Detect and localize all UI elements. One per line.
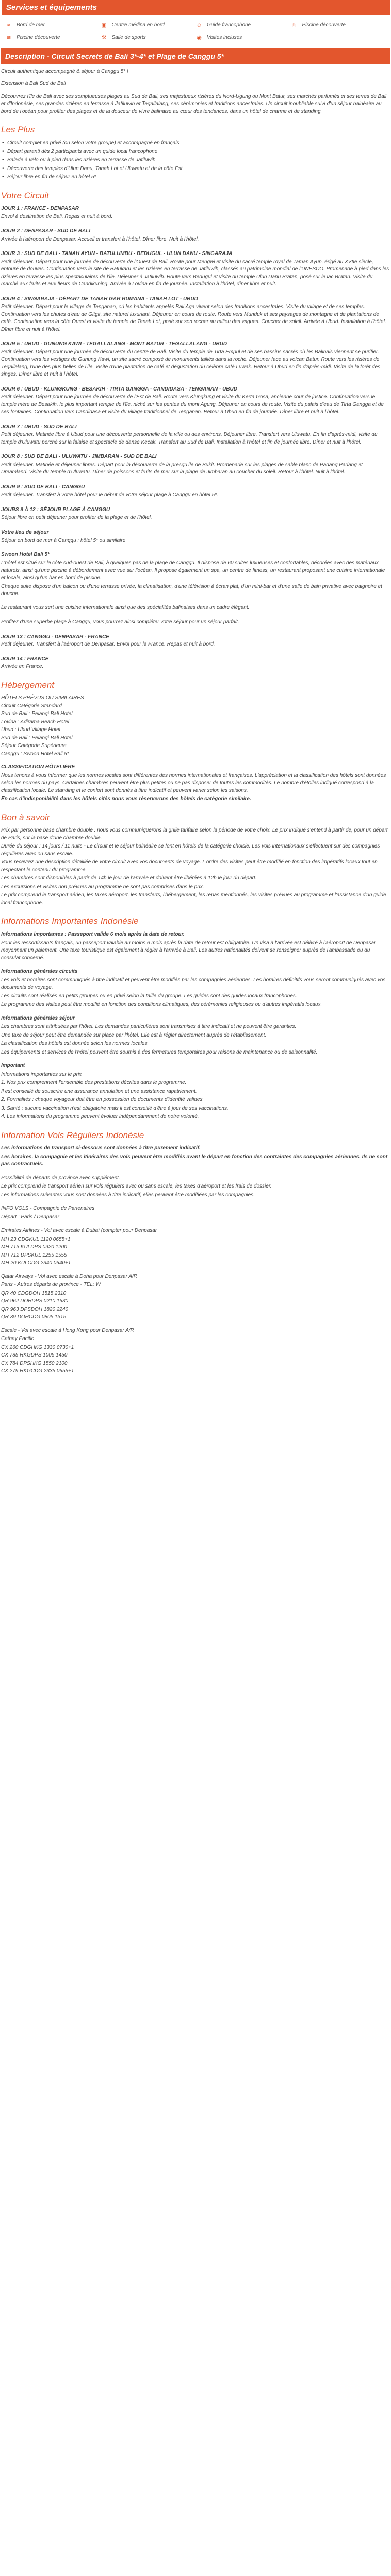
hotel-line: Circuit Catégorie Standard <box>1 703 62 709</box>
flight-line: CX 279 HKGCDG 2335 0655+1 <box>1 1368 74 1375</box>
hotel-line: HÔTELS PRÉVUS OU SIMILAIRES <box>1 695 84 701</box>
service-label: Salle de sports <box>111 35 146 41</box>
flight-line: QR 963 DPSDOH 1820 2240 <box>1 1306 69 1312</box>
plus-item: • Balade à vélo ou à pied dans les rizières en terrasse de Jatiluwih <box>1 157 390 164</box>
sejour-item: Les chambres sont attribuées par l'hôtel. Les demandes particulières sont transmises à titre indicatif et ne peuvent être garanties. <box>1 1024 297 1030</box>
hotel-heading: Votre lieu de séjour <box>1 529 49 535</box>
generales-sejour <box>1 1015 390 1057</box>
service-label: Piscine découverte <box>17 35 60 41</box>
services-grid <box>1 15 390 48</box>
vols-prix: Le prix comprend le transport aérien sur vols réguliers avec ou sans escale, les taxes d'aéroport et les frais de dossier. <box>1 1183 272 1190</box>
intro-line-2: Extension à Bali Sud de Bali <box>1 81 66 87</box>
vols-disclaimer-2: Les horaires, la compagnie et les itinéraires des vols peuvent être modifiés avant le départ en fonction des contraintes des compagnies aériennes. Ils ne sont pas contractuels. <box>1 1154 388 1167</box>
day-title: JOUR 13 : CANGGU - DENPASAR - FRANCE <box>1 634 109 640</box>
service-item <box>101 22 196 30</box>
plus-heading: Les Plus <box>1 125 35 135</box>
guide-icon: ☺ <box>196 22 202 28</box>
day-block <box>1 506 390 522</box>
hotel-line: Séjour Catégorie Supérieure <box>1 743 67 749</box>
hotels-list <box>1 694 390 758</box>
day-block <box>1 386 390 416</box>
pool-icon: ≋ <box>291 22 297 28</box>
flights-list-1 <box>1 1236 390 1267</box>
service-label: Guide francophone <box>207 22 251 28</box>
hebergement-heading: Hébergement <box>1 680 55 690</box>
dumbbell-icon: ⚒ <box>101 34 107 41</box>
flight-line: MH 713 KULDPS 0920 1200 <box>1 1244 67 1250</box>
plus-list <box>1 140 390 181</box>
vols-disclaimer: Les informations de transport ci-dessous sont données à titre purement indicatif. <box>1 1145 201 1151</box>
savoir-item: Les chambres sont disponibles à partir de 14h le jour de l'arrivée et doivent être libérées à 12h le jour du départ. <box>1 875 257 882</box>
service-item <box>101 34 196 42</box>
flight-line: MH 712 DPSKUL 1255 1555 <box>1 1252 67 1258</box>
vols-cathay: Cathay Pacific <box>1 1336 34 1342</box>
intro-text: Découvrez l'île de Bali avec ses somptueuses plages au Sud de Bali, ses majestueux rizières du Nord-Ugung ou Mont Batur, ses marchés parfumés et ses terres de Bali et d'Indonésie, ses grandes rizières en terrasse à Jatiluwih et Tegallalang, ses cérémonies et traditions ancestrales. Un circuit inoubliable suivi d'un séjour balnéaire au bord de l'océan pour profiter des plages et de la douceur de vivre balinaise au cœur des tendances, dans un hôtel de charme et de standing. <box>1 93 387 114</box>
savoir-heading: Bon à savoir <box>1 812 50 822</box>
day-block <box>1 296 390 334</box>
day-title: JOUR 8 : SUD DE BALI - ULUWATU - JIMBARAN - SUD DE BALI <box>1 454 157 460</box>
day-text: Envol à destination de Bali. Repas et nuit à bord. <box>1 213 113 219</box>
service-item <box>196 34 291 42</box>
hotel-line: Sud de Bali : Pelangi Bali Hotel <box>1 711 73 717</box>
day-text: Petit déjeuner. Matinée et déjeuner libres. Départ pour la découverte de la presqu'île de Bukit. Promenade sur les plages de sable blanc de Padang Padang et Dreamland. Visite du temple d'Uluwatu. Dîner de poissons et fruits de mer sur la plage de Jimbaran au coucher du soleil. Retour à l'hôtel. Nuit à l'hôtel. <box>1 462 363 476</box>
savoir-item: Le prix comprend le transport aérien, les taxes aéroport, les transferts, l'hébergement, les repas mentionnés, les visites prévues au programme et l'assistance d'un guide local francophone. <box>1 892 386 906</box>
camera-icon: ◉ <box>197 34 202 41</box>
day-text: Petit déjeuner. Matinée libre à Ubud pour une découverte personnelle de la ville ou des environs. Déjeuner libre. Transfert vers Uluwatu. En fin d'après-midi, visite du temple d'Uluwatu perché sur la falaise et spectacle de danse Kecak. Transfert au Sud de Bali. Installation à l'hôtel et fin de journée libre. Dîner et nuit à l'hôtel. <box>1 432 378 445</box>
day-title: JOURS 9 À 12 : SÉJOUR PLAGE À CANGGU <box>1 506 110 513</box>
service-label: Bord de mer <box>17 22 45 28</box>
savoir-item: Prix par personne base chambre double : nous vous communiquerons la grille tarifaire selon la période de votre choix. Le prix indiqué s'entend à partir de, pour un départ de Paris, sur la base d'une chambre double. <box>1 827 388 841</box>
extension-section <box>1 619 390 626</box>
day-text: Petit déjeuner. Départ pour une journée de découverte du centre de Bali. Visite du temple de Tirta Empul et de ses bassins sacrés où les Balinais viennent se purifier. Continuation vers les vestiges de Gunung Kawi, un site sacré composé de monuments taillés dans la roche. Déjeuner face au volcan Batur. Route vers les rizières de Tegallalang, l'une des plus belles de l'île. Visite d'une plantation de café et dégustation du célèbre café Luwak. Retour à Ubud en fin d'après-midi. Visite de la forêt des singes. Dîner libre et nuit à l'hôtel. <box>1 349 381 378</box>
sejour-item: La classification des hôtels est donnée selon les normes locales. <box>1 1041 149 1047</box>
formalites <box>1 931 390 962</box>
flights-list-2 <box>1 1290 390 1321</box>
important-title: Important <box>1 1063 25 1069</box>
day-title: JOUR 6 : UBUD - KLUNGKUNG - BESAKIH - TIRTA GANGGA - CANDIDASA - TENGANAN - UBUD <box>1 386 237 392</box>
day-block <box>1 484 390 499</box>
day-text: Arrivée en France. <box>1 664 44 670</box>
day-title: JOUR 1 : FRANCE - DENPASAR <box>1 206 79 212</box>
vols-qatar-2: Paris - Autres départs de province - TEL: W <box>1 1282 101 1288</box>
vols-qatar: Qatar Airways - Vol avec escale à Doha pour Denpasar A/R <box>1 1273 138 1279</box>
vols-subtitle: INFO VOLS - Compagnie de Partenaires <box>1 1206 95 1212</box>
classification-title: CLASSIFICATION HÔTELIÈRE <box>1 764 75 770</box>
day-title: JOUR 9 : SUD DE BALI - CANGGU <box>1 484 85 490</box>
day-block <box>1 453 390 477</box>
infos-heading: Informations Importantes Indonésie <box>1 916 139 926</box>
day-text: Petit déjeuner. Transfert à l'aéroport de Denpasar. Envol pour la France. Repas et nuit à bord. <box>1 641 215 648</box>
vols-heading: Information Vols Réguliers Indonésie <box>1 1130 144 1140</box>
hotel-line: Ubud : Ubud Village Hotel <box>1 727 60 733</box>
savoir-item: Les excursions et visites non prévues au programme ne sont pas comprises dans le prix. <box>1 884 204 890</box>
flight-line: CX 784 DPSHKG 1550 2100 <box>1 1360 68 1366</box>
generales-sejour-title: Informations générales séjour <box>1 1015 75 1021</box>
savoir-list <box>1 827 390 907</box>
vols-province: Possibilité de départs de province avec supplément. <box>1 1175 120 1181</box>
flight-line: CX 785 HKGDPS 1005 1450 <box>1 1352 68 1359</box>
plus-item: • Séjour libre en fin de séjour en hôtel 5* <box>1 174 390 181</box>
classification-text: Nous tenons à vous informer que les normes locales sont différentes des normes internationales et françaises. L'appréciation et la classification des hôtels sont données selon les normes du pays. Certaines chambres peuvent être plus petites ou ne pas disposer de toutes les commodités. Le nombre d'étoiles indiqué correspond à la classification locale. Le standing et le confort sont donnés à titre indicatif et peuvent varier selon les saisons. <box>1 772 386 793</box>
service-item <box>5 22 101 30</box>
day-block <box>1 228 390 243</box>
day-text: Arrivée à l'aéroport de Denpasar. Accueil et transfert à l'hôtel. Dîner libre. Nuit à l'hôtel. <box>1 236 199 242</box>
flight-line: MH 23 CDGKUL 1120 0655+1 <box>1 1236 71 1242</box>
programme-days <box>1 205 390 522</box>
pool-icon: ≋ <box>6 34 11 41</box>
day-title: JOUR 5 : UBUD - GUNUNG KAWI - TEGALLALANG - MONT BATUR - TEGALLALANG - UBUD <box>1 341 227 347</box>
hotel-section <box>1 529 390 612</box>
hotel-line: Sud de Bali : Pelangi Bali Hotel <box>1 735 73 741</box>
day-title: JOUR 7 : UBUD - SUD DE BALI <box>1 423 77 430</box>
generales-circuits <box>1 968 390 1009</box>
vols-section <box>1 1145 390 1376</box>
generales-circuits-title: Informations générales circuits <box>1 969 78 975</box>
day-title: JOUR 4 : SINGARAJA - DÉPART DE TANAH GAR RUMANA - TANAH LOT - UBUD <box>1 296 198 302</box>
page-title: Description - Circuit Secrets de Bali 3*-4* et Plage de Canggu 5* <box>1 48 390 64</box>
classification-note: En cas d'indisponibilité dans les hôtels cités nous vous réserverons des hôtels de catégorie similaire. <box>1 796 251 802</box>
service-label: Centre médina en bord <box>111 22 165 28</box>
hotel-line: Lovina : Adirama Beach Hotel <box>1 719 69 725</box>
plus-item: • Découverte des temples d'Ulun Danu, Tanah Lot et Uluwatu et de la côte Est <box>1 165 390 173</box>
day-text: Petit déjeuner. Départ pour une journée de découverte de l'Est de Bali. Route vers Klungkung et visite du Kerta Gosa, ancienne cour de justice. Continuation vers le temple mère de Besakih, le plus important temple de l'île, niché sur les pentes du mont Agung. Déjeuner en cours de route. Visite du palais d'eau de Tirta Gangga et de ses fontaines. Continuation vers Candidasa et visite du village traditionnel de Tenganan. Retour à Ubud en fin de journée. Dîner libre et nuit à l'hôtel. <box>1 394 384 415</box>
generales-item: Le programme des visites peut être modifié en fonction des conditions climatiques, des cérémonies religieuses ou d'autres impératifs locaux. <box>1 1002 322 1008</box>
savoir-item: Vous recevrez une description détaillée de votre circuit avec vos documents de voyage. L'ordre des visites peut être modifié en fonction des impératifs locaux tout en respectant le contenu du programme. <box>1 859 378 873</box>
formalites-title: Informations importantes : Passeport valide 6 mois après la date de retour. <box>1 931 185 938</box>
final-day-14 <box>1 656 390 671</box>
formalites-text: Pour les ressortissants français, un passeport valable au moins 6 mois après la date de retour est obligatoire. Un visa à l'arrivée est délivré à l'aéroport de Denpasar moyennant un paiement. Une taxe touristique est également à régler à l'arrivée à Bali. Les autres nationalités doivent se renseigner auprès de l'ambassade ou du consulat concerné. <box>1 940 376 961</box>
day-text: Petit déjeuner. Départ pour le village de Tenganan, où les habitants appelés Bali Aga vivent selon des traditions ancestrales. Visite du village et de ses temples. Continuation vers les chutes d'eau de Gitgit, site naturel luxuriant. Déjeuner en cours de route. Route vers Munduk et ses paysages de montagne et de plantations de café. Continuation vers la côte Ouest et visite du temple de Tanah Lot, posé sur son rocher au milieu des vagues. Coucher de soleil. Arrivée à Ubud. Installation à l'hôtel. Dîner libre et nuit à l'hôtel. <box>1 304 386 332</box>
hotel-line: Canggu : Swoon Hotel Bali 5* <box>1 751 69 757</box>
service-item <box>5 34 101 42</box>
day-block <box>1 250 390 289</box>
wave-icon: ≈ <box>7 22 11 28</box>
intro-line-1: Circuit authentique accompagné & séjour à Canggu 5* ! <box>1 68 128 74</box>
service-label: Piscine découverte <box>302 22 346 28</box>
flight-line: QR 962 DOHDPS 0210 1630 <box>1 1298 69 1304</box>
day-text: Petit déjeuner. Transfert à votre hôtel pour le début de votre séjour plage à Canggu en hôtel 5*. <box>1 492 218 498</box>
sejour-item: Une taxe de séjour peut être demandée sur place par l'hôtel. Elle est à régler directement auprès de l'établissement. <box>1 1032 267 1038</box>
important <box>1 1062 390 1121</box>
plus-item: • Départ garanti dès 2 participants avec un guide local francophone <box>1 148 390 156</box>
classification <box>1 764 390 803</box>
day-block <box>1 205 390 221</box>
vols-info: Les informations suivantes vous sont données à titre indicatif, elles peuvent être modifiées par les compagnies. <box>1 1192 255 1198</box>
extension-text: Profitez d'une superbe plage à Canggu, vous pourrez ainsi compléter votre séjour pour un séjour parfait. <box>1 619 239 625</box>
day-title: JOUR 2 : DENPASAR - SUD DE BALI <box>1 228 91 234</box>
service-item <box>196 22 291 30</box>
day-text: Séjour libre en petit déjeuner pour profiter de la plage et de l'hôtel. <box>1 515 152 521</box>
flight-line: CX 260 CDGHKG 1330 0730+1 <box>1 1344 74 1350</box>
day-block <box>1 423 390 447</box>
vols-escale: Escale - Vol avec escale à Hong Kong pour Denpasar A/R <box>1 1327 134 1333</box>
services-banner: Services et équipements <box>2 0 390 15</box>
important-line: 1. Nos prix comprennent l'ensemble des prestations décrites dans le programme. <box>1 1080 187 1086</box>
day-text: Petit déjeuner. Départ pour une journée de découverte de l'Ouest de Bali. Route pour Mengwi et visite du sacré temple royal de Taman Ayun, érigé au XVIIe siècle, entouré de douves. Continuation vers le site de Batukaru et les rizières en terrasse de Jatiluwih, classés au patrimoine mondial de l'UNESCO. Promenade à pied dans les rizières en terrasse les plus spectaculaires de l'île. Déjeuner à Jatiluwih. Route vers Bedugul et visite du temple Ulun Danu Bratan, posé sur le lac Bratan. Visite du marché aux fruits et aux fleurs de Candikuning. Arrivée à Lovina en fin de journée. Installation à l'hôtel, dîner libre et nuit. <box>1 259 389 287</box>
savoir-item: Durée du séjour : 14 jours / 11 nuits - Le circuit et le séjour balnéaire se font en hôtels de la catégorie choisie. Les vols internationaux s'effectuent sur des compagnies régulières avec ou sans escale. <box>1 843 380 857</box>
final-day-13 <box>1 634 390 649</box>
service-label: Visites incluses <box>207 35 242 41</box>
important-line: 4. Les informations du programme peuvent évoluer indépendamment de notre volonté. <box>1 1114 199 1120</box>
day-title: JOUR 14 : FRANCE <box>1 656 49 662</box>
hotel-name: Swoon Hotel Bali 5* <box>1 551 50 557</box>
hotel-desc-1: L'hôtel est situé sur la côte sud-ouest de Bali, à quelques pas de la plage de Canggu. Il dispose de 60 suites luxueuses et confortables, décorées avec des matériaux naturels, ainsi qu'une piscine à débordement avec vue sur l'océan. Il propose également un spa, un centre de fitness, un restaurant proposant une cuisine internationale et locale, ainsi qu'un bar en bord de piscine. <box>1 560 385 581</box>
service-item <box>291 22 386 30</box>
programme-heading: Votre Circuit <box>1 190 49 200</box>
important-line: Informations importantes sur le prix <box>1 1071 82 1077</box>
day-title: JOUR 3 : SUD DE BALI - TANAH AYUN - BATULUMBU - BEDUGUL - ULUN DANU - SINGARAJA <box>1 251 233 257</box>
plus-item: • Circuit complet en privé (ou selon votre groupe) et accompagné en français <box>1 140 390 147</box>
vols-emirates: Emirates Airlines - Vol avec escale à Dubaï (compter pour Denpasar <box>1 1228 157 1234</box>
building-icon: ▣ <box>101 22 107 28</box>
generales-item: Les circuits sont réalisés en petits groupes ou en privé selon la taille du groupe. Les guides sont des guides locaux francophones. <box>1 993 297 999</box>
vols-depart: Départ : Paris / Denpasar <box>1 1214 59 1220</box>
hotel-desc-3: Le restaurant vous sert une cuisine internationale ainsi que des spécialités balinaises dans un cadre élégant. <box>1 604 250 611</box>
flight-line: MH 20 KULCDG 2340 0640+1 <box>1 1260 71 1266</box>
intro <box>1 68 390 116</box>
flight-line: QR 39 DOHCDG 0805 1315 <box>1 1314 67 1320</box>
hotel-desc-2: Chaque suite dispose d'un balcon ou d'une terrasse privée, la climatisation, d'une télévision à écran plat, d'un mini-bar et d'une salle de bain privative avec baignoire et douche. <box>1 583 382 597</box>
day-block <box>1 341 390 379</box>
important-line: 3. Santé : aucune vaccination n'est obligatoire mais il est conseillé d'être à jour de ses vaccinations. <box>1 1105 229 1111</box>
important-line: Il est conseillé de souscrire une assurance annulation et une assistance rapatriement. <box>1 1088 197 1094</box>
important-line: 2. Formalités : chaque voyageur doit être en possession de documents d'identité valides. <box>1 1097 204 1103</box>
generales-item: Les vols et horaires sont communiqués à titre indicatif et peuvent être modifiés par les compagnies aériennes. Les horaires définitifs vous seront communiqués avec vos documents de voyage. <box>1 977 386 991</box>
hotel-subline: Séjour en bord de mer à Canggu : hôtel 5* ou similaire <box>1 538 126 544</box>
flight-line: QR 40 CDGDOH 1515 2310 <box>1 1290 67 1296</box>
flights-list-3 <box>1 1344 390 1376</box>
sejour-item: Les équipements et services de l'hôtel peuvent être soumis à des fermetures temporaires pour raisons de maintenance ou de saisonnalité. <box>1 1049 318 1055</box>
